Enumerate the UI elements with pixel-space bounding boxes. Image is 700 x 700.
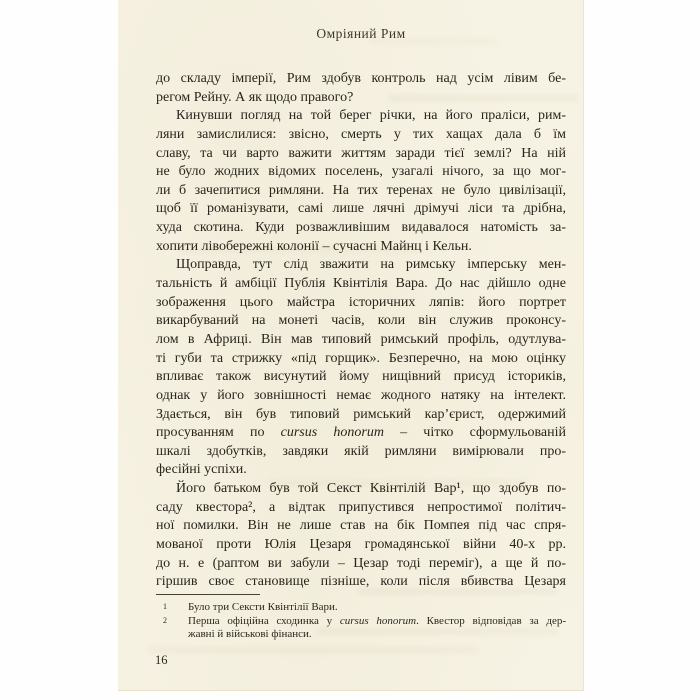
text-line xyxy=(156,387,566,406)
text-segment: не було жодних відомих поселень, узагалі нічого, за що мог- xyxy=(156,164,566,180)
text-line xyxy=(156,517,566,536)
italic-text-segment: cursus honorum xyxy=(339,614,417,627)
text-line xyxy=(156,256,566,275)
text-segment: мованої проти Юлія Цезаря громадянської війни 40-х рр. xyxy=(156,537,566,553)
italic-text-segment: cursus honorum xyxy=(280,425,384,441)
text-line xyxy=(156,70,566,89)
page-number: 16 xyxy=(155,653,168,667)
text-segment: – чітко сформульованій xyxy=(383,425,566,441)
text-segment: Перша офіційна сходинка у xyxy=(188,614,340,627)
text-segment: зображення цього майстра історичних ляпів: його портрет xyxy=(156,294,566,310)
body-text xyxy=(156,70,566,592)
text-segment: до н. е (раптом ви забули – Цезар тоді переміг), а ще й по- xyxy=(156,555,566,571)
text-segment: хопити лівобережні колонії – сучасні Майнц і Кельн. xyxy=(156,238,472,254)
text-line xyxy=(156,406,566,425)
text-line xyxy=(156,163,566,182)
book-page xyxy=(118,0,584,691)
running-header: Омріяний Рим xyxy=(316,26,406,41)
text-segment: однак у його зовнішності немає жодного натяку на інтелект. xyxy=(156,387,566,403)
text-segment: фесійні успіхи. xyxy=(156,462,247,478)
text-segment: шкалі здобутків, завдяки якій римляни вимірювали про- xyxy=(156,443,566,459)
footnote-marker: 1 xyxy=(163,602,167,611)
text-line xyxy=(156,294,566,313)
text-segment: жавні й військові фінанси. xyxy=(188,628,312,640)
text-line xyxy=(156,461,566,480)
text-segment: Кинувши погляд на той берег річки, на його праліси, рим- xyxy=(176,108,566,124)
text-segment: до складу імперії, Рим здобув контроль над усім лівим бе- xyxy=(156,71,566,86)
text-line xyxy=(156,628,566,642)
text-segment: тальність й амбіції Публія Квінтілія Вара. До нас дійшло одне xyxy=(156,276,566,292)
text-line xyxy=(156,615,566,629)
text-segment: Щоправда, тут слід зважити на римську імперську мен- xyxy=(176,257,566,273)
text-segment: Його батьком був той Секст Квінтілій Вар¹, що здобув по- xyxy=(176,481,566,497)
footnote-separator xyxy=(156,594,260,595)
text-line xyxy=(156,126,566,145)
text-line xyxy=(156,443,566,462)
text-line xyxy=(156,424,566,443)
text-segment: просуванням по xyxy=(156,425,281,441)
text-line xyxy=(156,499,566,518)
text-line xyxy=(156,350,566,369)
text-line xyxy=(156,200,566,219)
text-line xyxy=(156,238,566,257)
text-segment: ли б зачепитися римляни. На тих теренах не було цивілізації, xyxy=(156,182,566,198)
text-segment: регом Рейну. А як щодо правого? xyxy=(156,89,354,105)
text-segment: ляни замислилися: звісно, смерть у тих хащах дала б їм xyxy=(156,126,566,142)
text-line xyxy=(156,275,566,294)
text-segment: ті губи та стрижку «під горщик». Безперечно, на мою оцінку xyxy=(156,350,566,366)
text-line xyxy=(156,312,566,331)
text-line xyxy=(156,89,566,108)
text-line xyxy=(156,573,566,592)
text-segment: гіршив своє становище пізніше, коли після вбивства Цезаря xyxy=(156,574,566,590)
text-segment: щоб її романізувати, самі лише лячні дрімучі ліси та дрібна, xyxy=(156,201,566,217)
text-line xyxy=(156,480,566,499)
text-line xyxy=(156,107,566,126)
text-segment: Було три Сексти Квінтілії Вари. xyxy=(188,601,338,613)
text-segment: славу, та чи варто важити життям заради тієї землі? На ній xyxy=(156,145,566,161)
text-segment: лом в Африці. Він мав типовий римський профіль, одутлува- xyxy=(156,331,566,347)
text-line xyxy=(156,536,566,555)
text-line xyxy=(156,331,566,350)
text-segment: впливає також висунутий йому нищівний присуд істориків, xyxy=(156,369,566,385)
footnote-marker: 2 xyxy=(163,615,167,625)
text-line xyxy=(156,182,566,201)
text-segment: Здається, він був типовий римський кар’єрист, одержимий xyxy=(156,406,566,422)
text-segment: ної помилки. Він не лише став на бік Помпея під час спря- xyxy=(156,518,566,534)
text-line xyxy=(156,555,566,574)
text-segment: саду квестора², а відтак припустився непростимої політич- xyxy=(156,499,566,515)
text-line xyxy=(156,145,566,164)
text-line xyxy=(156,368,566,387)
text-line xyxy=(156,219,566,238)
text-line xyxy=(156,601,566,615)
text-segment: викарбуваний на монеті часів, коли він служив проконсу- xyxy=(156,313,566,329)
bleed-through-smudge xyxy=(148,646,478,654)
text-segment: худа скотина. Куди розважливішим видавалося натомість за- xyxy=(156,220,566,236)
footnotes xyxy=(156,601,566,642)
text-segment: . Квестор відповідав за дер- xyxy=(416,614,566,627)
